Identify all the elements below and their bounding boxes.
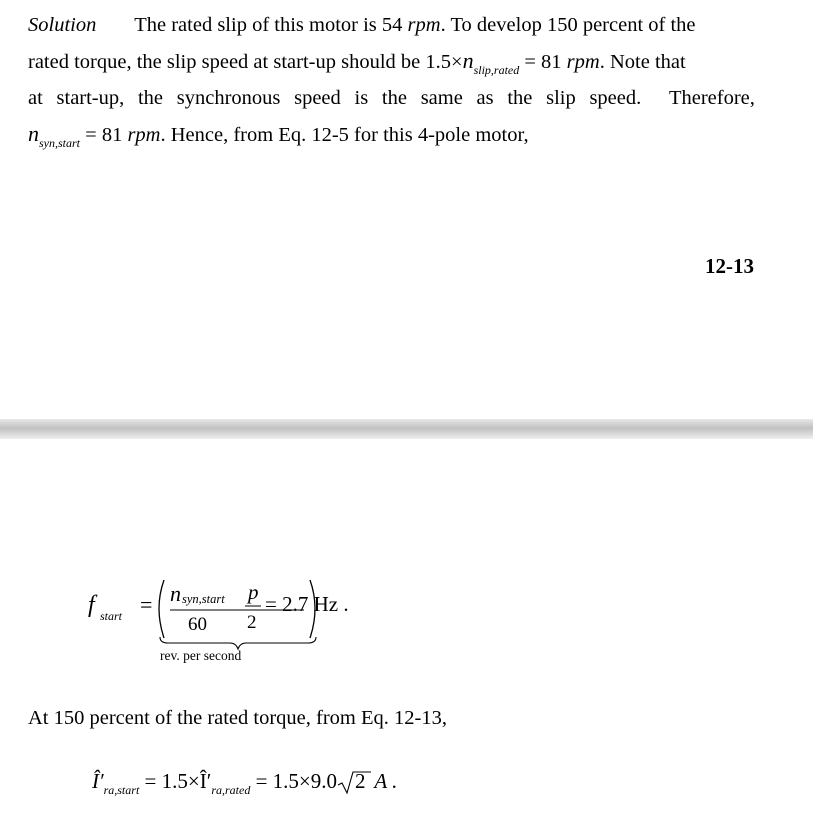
line3-word: the: [137, 87, 164, 109]
line1-part-a: The rated slip of this motor is 54: [134, 14, 408, 36]
line4-rpm: rpm: [127, 124, 161, 146]
line2-note: . Note that: [599, 51, 686, 73]
solution-line-4: [28, 121, 529, 150]
line3-word: speed: [294, 87, 341, 109]
eq1-brace-label: rev. per second: [160, 648, 242, 663]
line1-rpm: rpm: [407, 14, 441, 36]
solution-label: Solution: [28, 14, 97, 36]
line2-part-a: rated torque, the slip speed at start-up should be 1.5×: [28, 51, 463, 73]
eq1-two: 2: [247, 612, 257, 633]
eq1-p: p: [248, 580, 259, 604]
solution-line-1: [28, 14, 696, 37]
line4-n: n: [28, 121, 39, 146]
eq1-den: 60: [188, 614, 207, 635]
line3-word: at: [28, 87, 43, 109]
eq2-unit: A .: [369, 769, 398, 793]
eq1-num-n: n: [170, 581, 181, 606]
text-rated-torque: At 150 percent of the rated torque, from Eq. 12-13,: [28, 707, 447, 729]
line2-sub: slip,rated: [473, 63, 520, 77]
eq2-mid: = 1.5×Î′: [139, 769, 212, 793]
eq1-equals: =: [140, 592, 153, 617]
line3-word: Therefore,: [668, 87, 755, 109]
line3-word: same: [420, 87, 463, 109]
line2-eq: = 81: [519, 51, 567, 73]
eq2-rhs: = 1.5×9.0: [250, 769, 337, 793]
solution-line-3: [28, 87, 755, 110]
eq2-mid-sub: ra,rated: [211, 783, 251, 797]
line3-word: start-up,: [56, 87, 125, 109]
equation-frequency: [88, 578, 388, 668]
eq1-f: f: [88, 592, 95, 618]
line4-rest: . Hence, from Eq. 12-5 for this 4-pole motor,: [160, 124, 529, 146]
page-number: 12-13: [705, 254, 754, 278]
line4-eq: = 81: [80, 124, 128, 146]
eq1-p-bar: [245, 604, 261, 608]
line3-word: slip: [546, 87, 576, 109]
line2-n: n: [462, 48, 474, 73]
line3-word: as: [476, 87, 494, 109]
line3-word: speed.: [589, 87, 642, 109]
line2-rpm: rpm: [566, 51, 600, 73]
page-divider: [0, 419, 813, 439]
eq1-result: = 2.7 Hz .: [265, 592, 349, 616]
line3-word: is: [354, 87, 369, 109]
solution-line-2: [28, 48, 686, 77]
line4-sub: syn,start: [39, 136, 81, 150]
line1-part-c: . To develop 150 percent of the: [440, 14, 696, 36]
eq2-lhs-sub: ra,start: [103, 783, 140, 797]
eq2-sqrt: [337, 769, 370, 794]
eq2-sqrt-arg: 2: [355, 769, 366, 793]
eq2-lhs: Î′: [92, 769, 104, 793]
equation-current: [92, 769, 432, 809]
line3-word: the: [507, 87, 533, 109]
eq1-f-sub: start: [100, 609, 123, 623]
line3-word: the: [381, 87, 407, 109]
line3-word: synchronous: [176, 87, 281, 109]
eq1-num-sub: syn,start: [182, 592, 225, 606]
